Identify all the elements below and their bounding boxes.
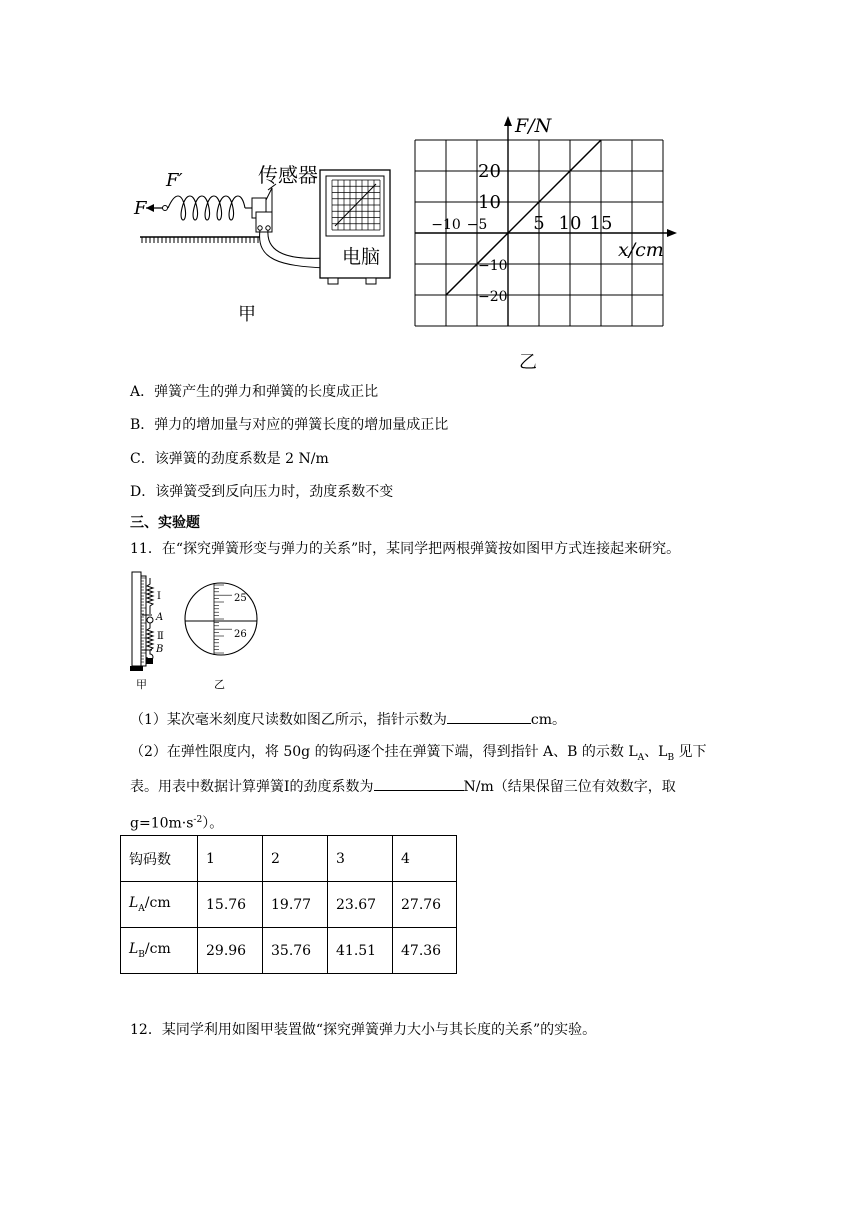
y-axis-arrowhead: [504, 116, 512, 126]
q11-part2-line1: [130, 742, 707, 768]
spring-two-label: Ⅱ: [157, 631, 164, 642]
computer-foot-right: [366, 278, 376, 284]
table-header-cell: 2: [263, 836, 328, 882]
wire-2: [268, 230, 326, 258]
q11-part2-line3-end: ）。: [202, 815, 224, 832]
row-label-l: L: [129, 895, 139, 912]
q11-fig-jia-caption: 甲: [136, 678, 147, 691]
x-tick-label: 15: [589, 213, 613, 234]
y-tick-label: 20: [478, 161, 501, 182]
q11-part1-text: （1）某次毫米刻度尺读数如图乙所示，指针示数为: [130, 712, 447, 728]
option-a-letter: A．: [130, 384, 155, 400]
table-header-cell: 1: [198, 836, 263, 882]
q11-part2-line2-text: 表。用表中数据计算弹簧Ⅰ的劲度系数为: [130, 779, 374, 795]
hook-point: [163, 206, 168, 211]
spring-one-label: Ⅰ: [157, 591, 161, 602]
wire-1: [260, 230, 326, 268]
option-d-letter: D．: [130, 484, 156, 500]
force-prime-label: F′: [166, 170, 183, 191]
x-tick-label: −5: [466, 217, 488, 233]
ground-hatch: [142, 237, 258, 243]
table-header-cell: 4: [393, 836, 457, 882]
section-heading: 三、实验题: [130, 515, 200, 531]
computer-label: 电脑: [342, 246, 381, 268]
table-cell: 47.36: [393, 928, 457, 974]
q11-part1: [130, 709, 566, 730]
tick-25: 25: [234, 593, 247, 604]
sensor-arm: [266, 188, 272, 212]
q12-stem: 12．某同学利用如图甲装置做“探究弹簧弹力大小与其长度的关系”的实验。: [130, 1022, 597, 1038]
row-label-l: L: [129, 941, 139, 958]
table-cell: 19.77: [263, 882, 328, 928]
table-row-label: [121, 928, 198, 974]
answer-blank-1[interactable]: [447, 709, 531, 724]
sub-b: B: [667, 752, 675, 763]
answer-blank-2[interactable]: [374, 776, 464, 791]
table-header-row: [121, 836, 457, 882]
q11-part2-end: 见下: [674, 744, 707, 760]
row-label-unit: /cm: [144, 941, 171, 958]
q11-part2-text: （2）在弹性限度内，将 50g 的钩码逐个挂在弹簧下端，得到指针 A、B 的示数 L: [130, 744, 638, 760]
data-table: [120, 835, 457, 974]
sensor-label: 传感器: [258, 163, 318, 187]
row-label-sub: A: [138, 903, 145, 914]
option-c-letter: C．: [130, 451, 155, 467]
spring-one: [147, 578, 153, 614]
x-axis-label: x/cm: [618, 239, 664, 261]
table-cell: 41.51: [328, 928, 393, 974]
ruler-base: [130, 666, 143, 671]
q11-figure-jia: [128, 570, 188, 695]
y-tick-label: 10: [478, 192, 501, 213]
y-axis-label: F/N: [515, 115, 552, 137]
q11-part2-line2-after: N/m（结果保留三位有效数字，取: [463, 779, 676, 795]
tick-26: 26: [234, 629, 247, 640]
figure-jia-caption: 甲: [238, 304, 256, 325]
table-header-cell: 3: [328, 836, 393, 882]
q11-part2-mid: 、L: [644, 744, 668, 760]
spring-two: [147, 623, 153, 650]
force-label: F: [134, 198, 147, 219]
table-cell: 29.96: [198, 928, 263, 974]
y-tick-label: −10: [478, 258, 508, 274]
sup-exp: -2: [193, 815, 203, 825]
row-label-sub: B: [138, 949, 145, 960]
sensor-terminal-2: [266, 226, 270, 230]
option-b: [130, 415, 448, 435]
q11-part2-line2: [130, 776, 676, 797]
table-cell: 15.76: [198, 882, 263, 928]
figure-yi-graph: [400, 112, 680, 344]
x-axis-arrowhead: [667, 229, 677, 237]
row-label-unit: /cm: [144, 895, 171, 912]
option-b-letter: B．: [130, 417, 155, 433]
q11-fig-yi-caption: 乙: [214, 678, 225, 691]
table-row: [121, 882, 457, 928]
option-a-text: 弹簧产生的弹力和弹簧的长度成正比: [154, 384, 379, 400]
table-row: [121, 928, 457, 974]
q11-stem: 11．在“探究弹簧形变与弹力的关系”时，某同学把两根弹簧按如图甲方式连接起来研究。: [130, 541, 681, 557]
spring-coil: [168, 196, 245, 220]
option-c-text: 该弹簧的劲度系数是 2 N/m: [154, 451, 329, 467]
option-d-text: 该弹簧受到反向压力时，劲度系数不变: [155, 484, 394, 500]
x-tick-label: 5: [533, 213, 545, 234]
sensor-terminal-1: [258, 226, 262, 230]
weight: [146, 658, 153, 664]
table-row-label: [121, 882, 198, 928]
y-tick-label: −20: [478, 289, 508, 305]
x-tick-label: 10: [558, 213, 582, 234]
point-a-label: A: [156, 612, 164, 623]
ruler-body: [141, 576, 146, 666]
point-b-label: B: [156, 644, 164, 655]
table-cell: 23.67: [328, 882, 393, 928]
table-cell: 35.76: [263, 928, 328, 974]
q11-figure-yi: [184, 575, 264, 695]
computer-foot-left: [328, 278, 338, 284]
q11-part2-line3-text: g=10m·s: [130, 815, 194, 832]
table-cell: 27.76: [393, 882, 457, 928]
connector: [147, 617, 153, 623]
option-a: [130, 382, 378, 402]
figure-yi-caption: 乙: [519, 352, 537, 373]
force-arrowhead: [146, 204, 154, 212]
option-d: [130, 482, 393, 502]
q11-part2-line3: [130, 810, 223, 834]
figure-jia-apparatus: [130, 150, 400, 330]
q11-part1-unit: cm。: [530, 712, 567, 728]
sub-a: A: [637, 752, 645, 763]
option-c: [130, 449, 329, 469]
ruler-backboard: [132, 572, 141, 666]
option-b-text: 弹力的增加量与对应的弹簧长度的增加量成正比: [154, 417, 449, 433]
x-tick-label: −10: [431, 217, 461, 233]
table-header-cell: 钩码数: [121, 836, 198, 882]
